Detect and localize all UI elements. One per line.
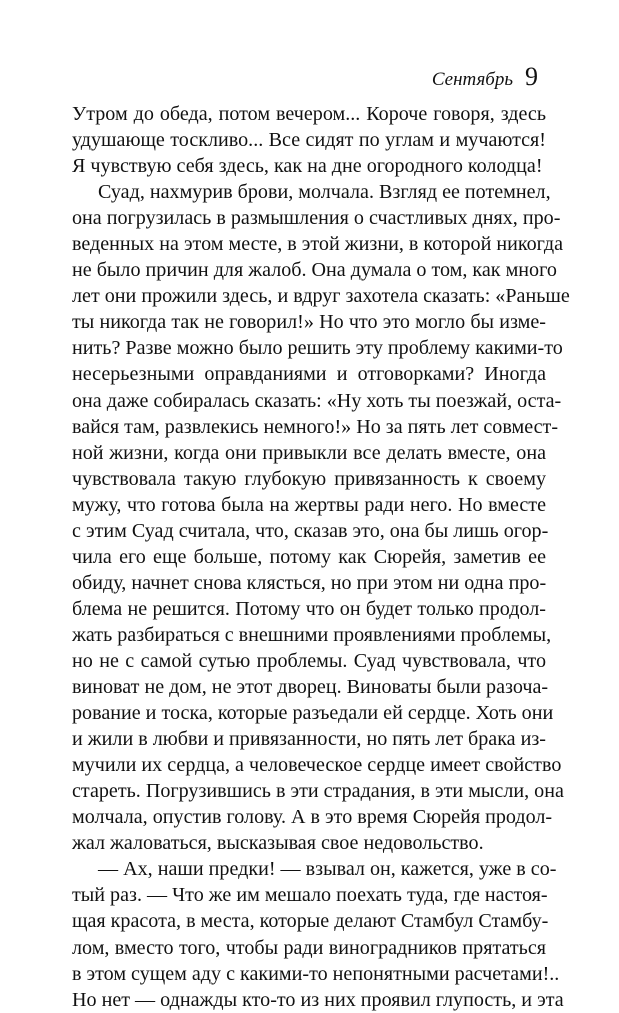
text-line: удушающе тоскливо... Все сидят по углам и мучаются! bbox=[72, 129, 546, 152]
text-line: нить? Разве можно было решить эту проблему какими-то bbox=[72, 337, 563, 360]
text-line: чила его еще больше, потому как Сюрейя, заметив ее bbox=[72, 545, 546, 568]
text-line: виноват не дом, не этот дворец. Виноваты были разоча- bbox=[72, 676, 549, 699]
text-line: жать разбираться с внешними проявлениями проблемы, bbox=[72, 623, 552, 646]
text-line: Суад, нахмурив брови, молчала. Взгляд ее потемнел, bbox=[98, 181, 551, 204]
text-line: ты никогда так не говорил!» Но что это могло бы изме- bbox=[72, 311, 546, 334]
text-line: не было причин для жалоб. Она думала о том, как много bbox=[72, 259, 557, 282]
running-title: Сентябрь bbox=[431, 69, 513, 90]
text-line: мучили их сердца, а человеческое сердце имеет свойство bbox=[72, 754, 562, 777]
text-line: с этим Суад считала, что, сказав это, она бы лишь огор- bbox=[72, 519, 549, 542]
text-line: несерьезными оправданиями и отговорками? Иногда bbox=[72, 363, 546, 386]
text-line: и жили в любви и привязанности, но пять лет брака из- bbox=[72, 728, 546, 751]
body-text bbox=[72, 101, 570, 1013]
text-line: лом, вместо того, чтобы ради виноградников прятаться bbox=[72, 936, 546, 959]
paragraph bbox=[72, 179, 570, 856]
text-line: вайся там, развлекись немного!» Но за пять лет совмест- bbox=[72, 415, 559, 438]
paragraph bbox=[72, 101, 546, 179]
text-line: Утром до обеда, потом вечером... Короче говоря, здесь bbox=[72, 103, 546, 125]
text-line: молчала, опустив голову. А в это время Сюрейя продол- bbox=[72, 806, 553, 829]
page-header bbox=[432, 62, 538, 92]
text-line: в этом сущем аду с какими-то непонятными расчетами!.. bbox=[72, 962, 560, 985]
text-line: чувствовала такую глубокую привязанность к своему bbox=[72, 467, 546, 490]
text-line: лет они прожили здесь, и вдруг захотела сказать: «Раньше bbox=[72, 285, 570, 308]
text-line: веденных на этом месте, в этой жизни, в которой никогда bbox=[72, 233, 564, 256]
text-line: ной жизни, когда они привыкли все делать вместе, она bbox=[72, 441, 546, 464]
text-line: тый раз. — Что же им мешало поехать туда, где настоя- bbox=[72, 884, 548, 907]
text-line: но не с самой сутью проблемы. Суад чувствовала, что bbox=[72, 649, 546, 672]
text-line: — Ах, наши предки! — взывал он, кажется, уже в со- bbox=[98, 858, 557, 881]
text-line: обиду, начнет снова клясться, но при этом ни одна про- bbox=[72, 571, 547, 594]
text-line: Я чувствую себя здесь, как на дне огородного колодца! bbox=[72, 155, 543, 178]
text-line: мужу, что готова была на жертвы ради него. Но вместе bbox=[72, 493, 546, 516]
text-line: стареть. Погрузившись в эти страдания, в эти мысли, она bbox=[72, 780, 564, 803]
text-line: она даже собиралась сказать: «Ну хоть ты поезжай, оста- bbox=[72, 389, 562, 412]
text-line: жал жаловаться, высказывая свое недовольство. bbox=[72, 832, 484, 855]
text-line: она погрузилась в размышления о счастливых днях, про- bbox=[72, 207, 561, 230]
text-line: рование и тоска, которые разъедали ей сердце. Хоть они bbox=[72, 702, 554, 725]
text-line: щая красота, в места, которые делают Стамбул Стамбу- bbox=[72, 910, 549, 933]
page-number: 9 bbox=[525, 62, 538, 91]
text-line: блема не решится. Потому что он будет только продол- bbox=[72, 597, 546, 620]
text-line: Но нет — однажды кто-то из них проявил глупость, и эта bbox=[72, 988, 564, 1011]
paragraph bbox=[72, 856, 564, 1012]
